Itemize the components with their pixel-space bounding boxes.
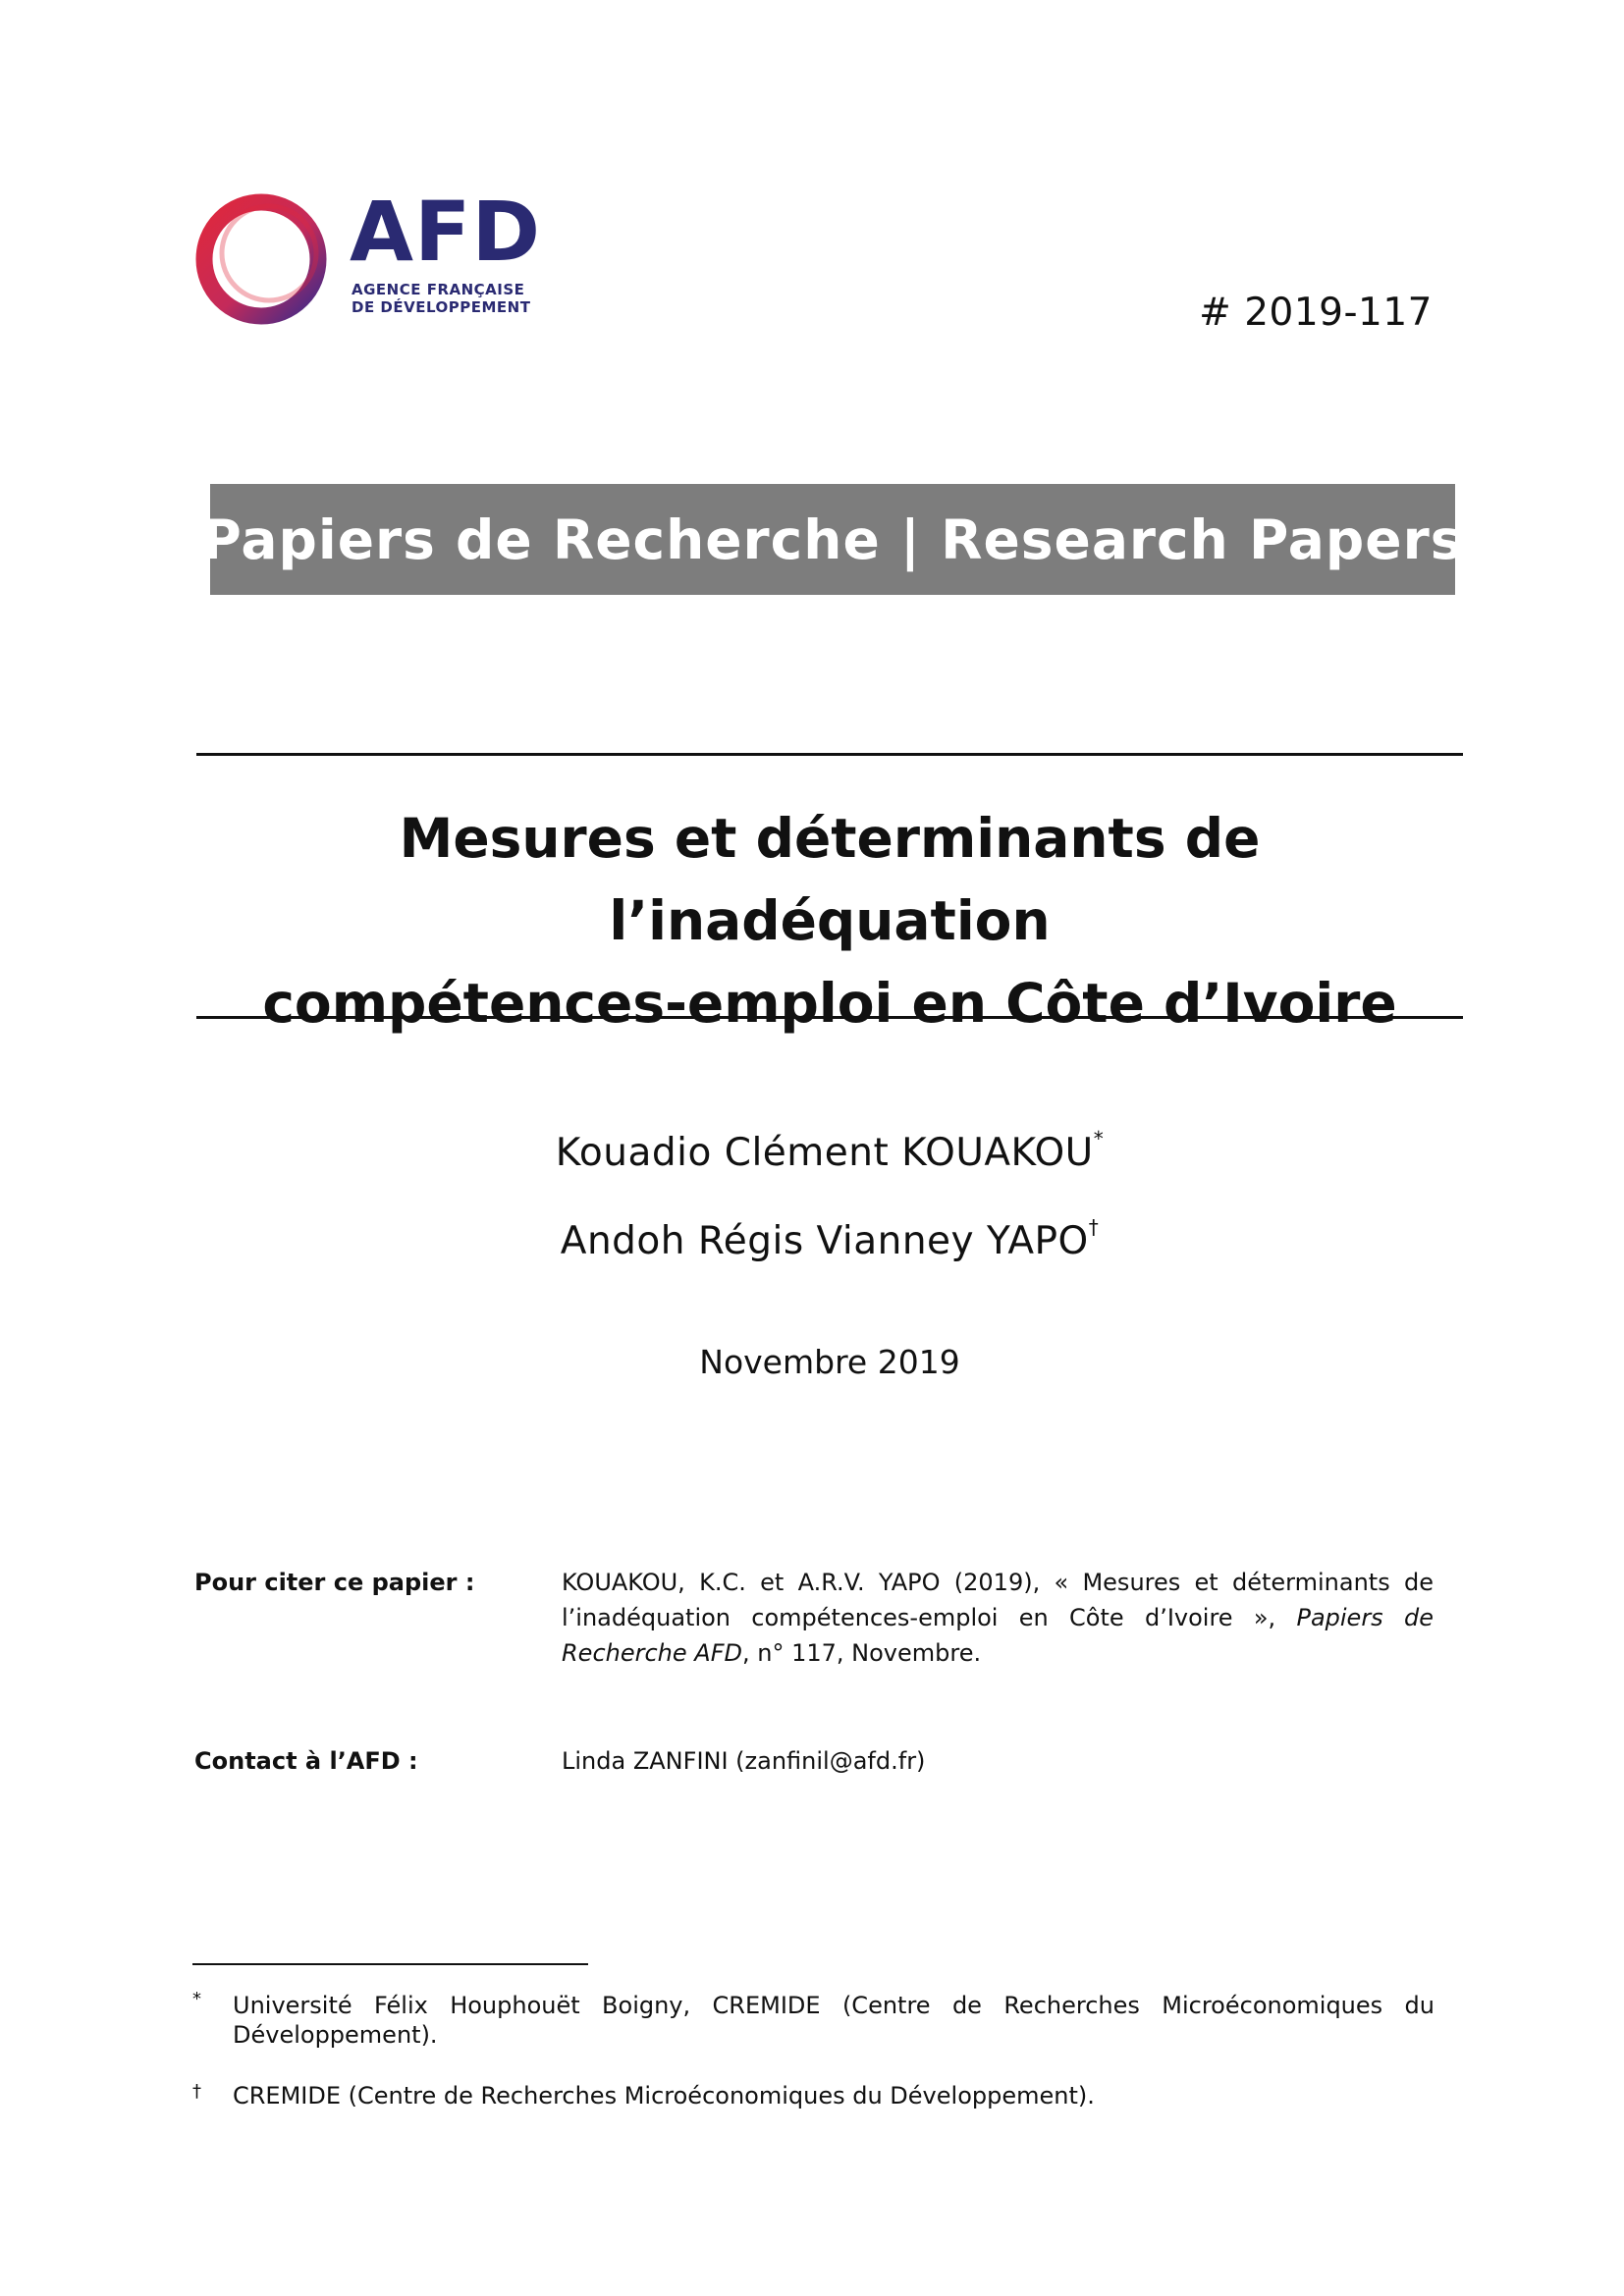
author-2-footnote-mark: † [1088, 1215, 1100, 1239]
author-2 [196, 1215, 1463, 1263]
title-rule-bottom [196, 1016, 1463, 1019]
citation-journal: Papiers de Recherche AFD [562, 1604, 1434, 1667]
paper-title-line2: compétences-emploi en Côte d’Ivoire [262, 972, 1397, 1035]
footnote-1-mark: * [192, 1989, 201, 2009]
footnote-2-text: CREMIDE (Centre de Recherches Microéconomiques du Développement). [233, 2082, 1095, 2109]
title-rule-top [196, 753, 1463, 756]
contact-value: Linda ZANFINI (zanfinil@afd.fr) [562, 1747, 926, 1775]
citation-label: Pour citer ce papier : [194, 1569, 475, 1596]
footnote-2-mark: † [192, 2081, 201, 2102]
logo-wordmark: AFD [350, 184, 542, 280]
logo-subtitle-line1: AGENCE FRANÇAISE [352, 281, 525, 298]
paper-title [196, 797, 1463, 1044]
citation-text [562, 1565, 1434, 1671]
afd-logo [192, 184, 542, 336]
citation-part3: , n° 117, Novembre. [741, 1639, 982, 1667]
paper-title-line1: Mesures et déterminants de l’inadéquation [399, 807, 1261, 952]
footnote-1-text: Université Félix Houphouët Boigny, CREMIDE (Centre de Recherches Microéconomiques du Développement). [233, 1992, 1435, 2049]
author-2-name: Andoh Régis Vianney YAPO [560, 1219, 1089, 1263]
citation-part1: KOUAKOU, K.C. et A.R.V. YAPO (2019), « Mesures et déterminants de l’inadéquation compétences-emploi en Côte d’Ivoire », [562, 1569, 1434, 1631]
logo-subtitle-line2: DE DÉVELOPPEMENT [352, 298, 531, 316]
author-1 [196, 1127, 1463, 1175]
contact-label: Contact à l’AFD : [194, 1747, 418, 1775]
author-1-footnote-mark: * [1093, 1127, 1105, 1150]
series-banner-text: Papiers de Recherche | Research Papers [201, 507, 1464, 571]
publication-date: Novembre 2019 [699, 1343, 960, 1381]
author-1-name: Kouadio Clément KOUAKOU [555, 1131, 1094, 1175]
document-number: # 2019-117 [1199, 291, 1433, 335]
series-banner [201, 484, 1464, 595]
footnote-separator [192, 1963, 588, 1965]
afd-ring-icon [192, 190, 330, 328]
